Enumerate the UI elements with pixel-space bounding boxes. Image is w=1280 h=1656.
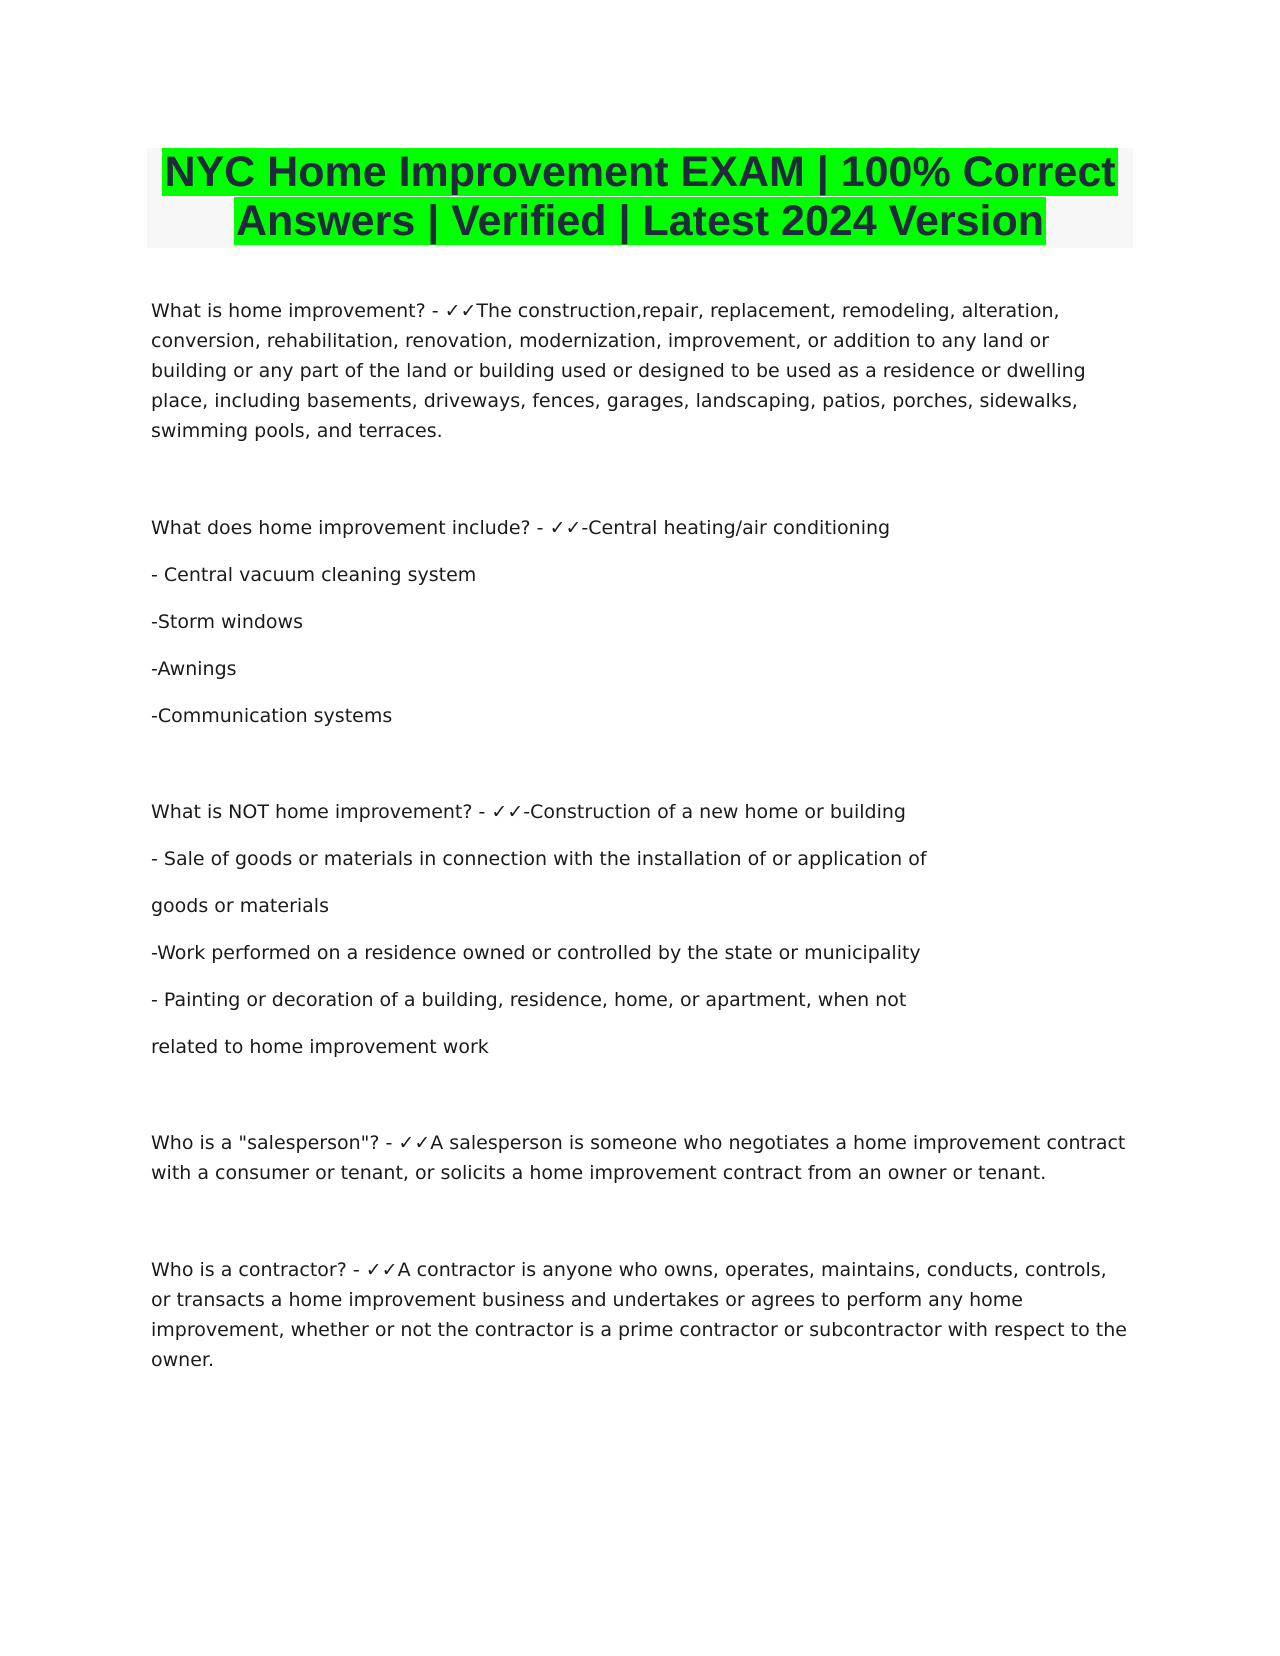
qa-block-salesperson xyxy=(151,1128,1131,1188)
qa-block-what-not-included xyxy=(151,797,1131,1062)
qa-paragraph: Who is a "salesperson"? - ✓✓A salesperson is someone who negotiates a home improvement contract with a consumer or tenant, or solicits a home improvement contract from an owner or tenant. xyxy=(151,1132,1126,1184)
qa-paragraph: What is home improvement? - ✓✓The construction,repair, replacement, remodeling, alteration, conversion, rehabilitation, renovation, modernization, improvement, or addition to any land or building or any part of the land or building used or designed to be used as a residence or dwelling place, including basements, driveways, fences, garages, landscaping, patios, porches, sidewalks, swimming pools, and terraces. xyxy=(151,300,1086,442)
list-item: - Painting or decoration of a building, residence, home, or apartment, when not xyxy=(151,989,907,1011)
document-title xyxy=(147,148,1133,246)
title-line-2: Answers | Verified | Latest 2024 Version xyxy=(236,197,1044,245)
qa-line: What does home improvement include? - ✓✓-Central heating/air conditioning xyxy=(151,517,891,539)
list-item: -Awnings xyxy=(151,658,237,680)
qa-paragraph: Who is a contractor? - ✓✓A contractor is anyone who owns, operates, maintains, conducts, controls, or transacts a home improvement business and undertakes or agrees to perform any home improvement, whether or not the contractor is a prime contractor or subcontractor with respect to the owner. xyxy=(151,1259,1127,1371)
document-title-block xyxy=(147,148,1133,248)
list-item: -Communication systems xyxy=(151,705,393,727)
list-item: - Sale of goods or materials in connection with the installation of or application of xyxy=(151,848,927,870)
title-line-1: NYC Home Improvement EXAM | 100% Correct xyxy=(164,148,1116,196)
list-item: related to home improvement work xyxy=(151,1036,489,1058)
qa-line: What is NOT home improvement? - ✓✓-Construction of a new home or building xyxy=(151,801,906,823)
list-item: -Work performed on a residence owned or controlled by the state or municipality xyxy=(151,942,921,964)
list-item: goods or materials xyxy=(151,895,329,917)
qa-block-contractor xyxy=(151,1255,1131,1375)
list-item: - Central vacuum cleaning system xyxy=(151,564,477,586)
list-item: -Storm windows xyxy=(151,611,303,633)
qa-block-home-improvement-definition xyxy=(151,296,1131,446)
qa-block-what-includes xyxy=(151,513,1131,731)
